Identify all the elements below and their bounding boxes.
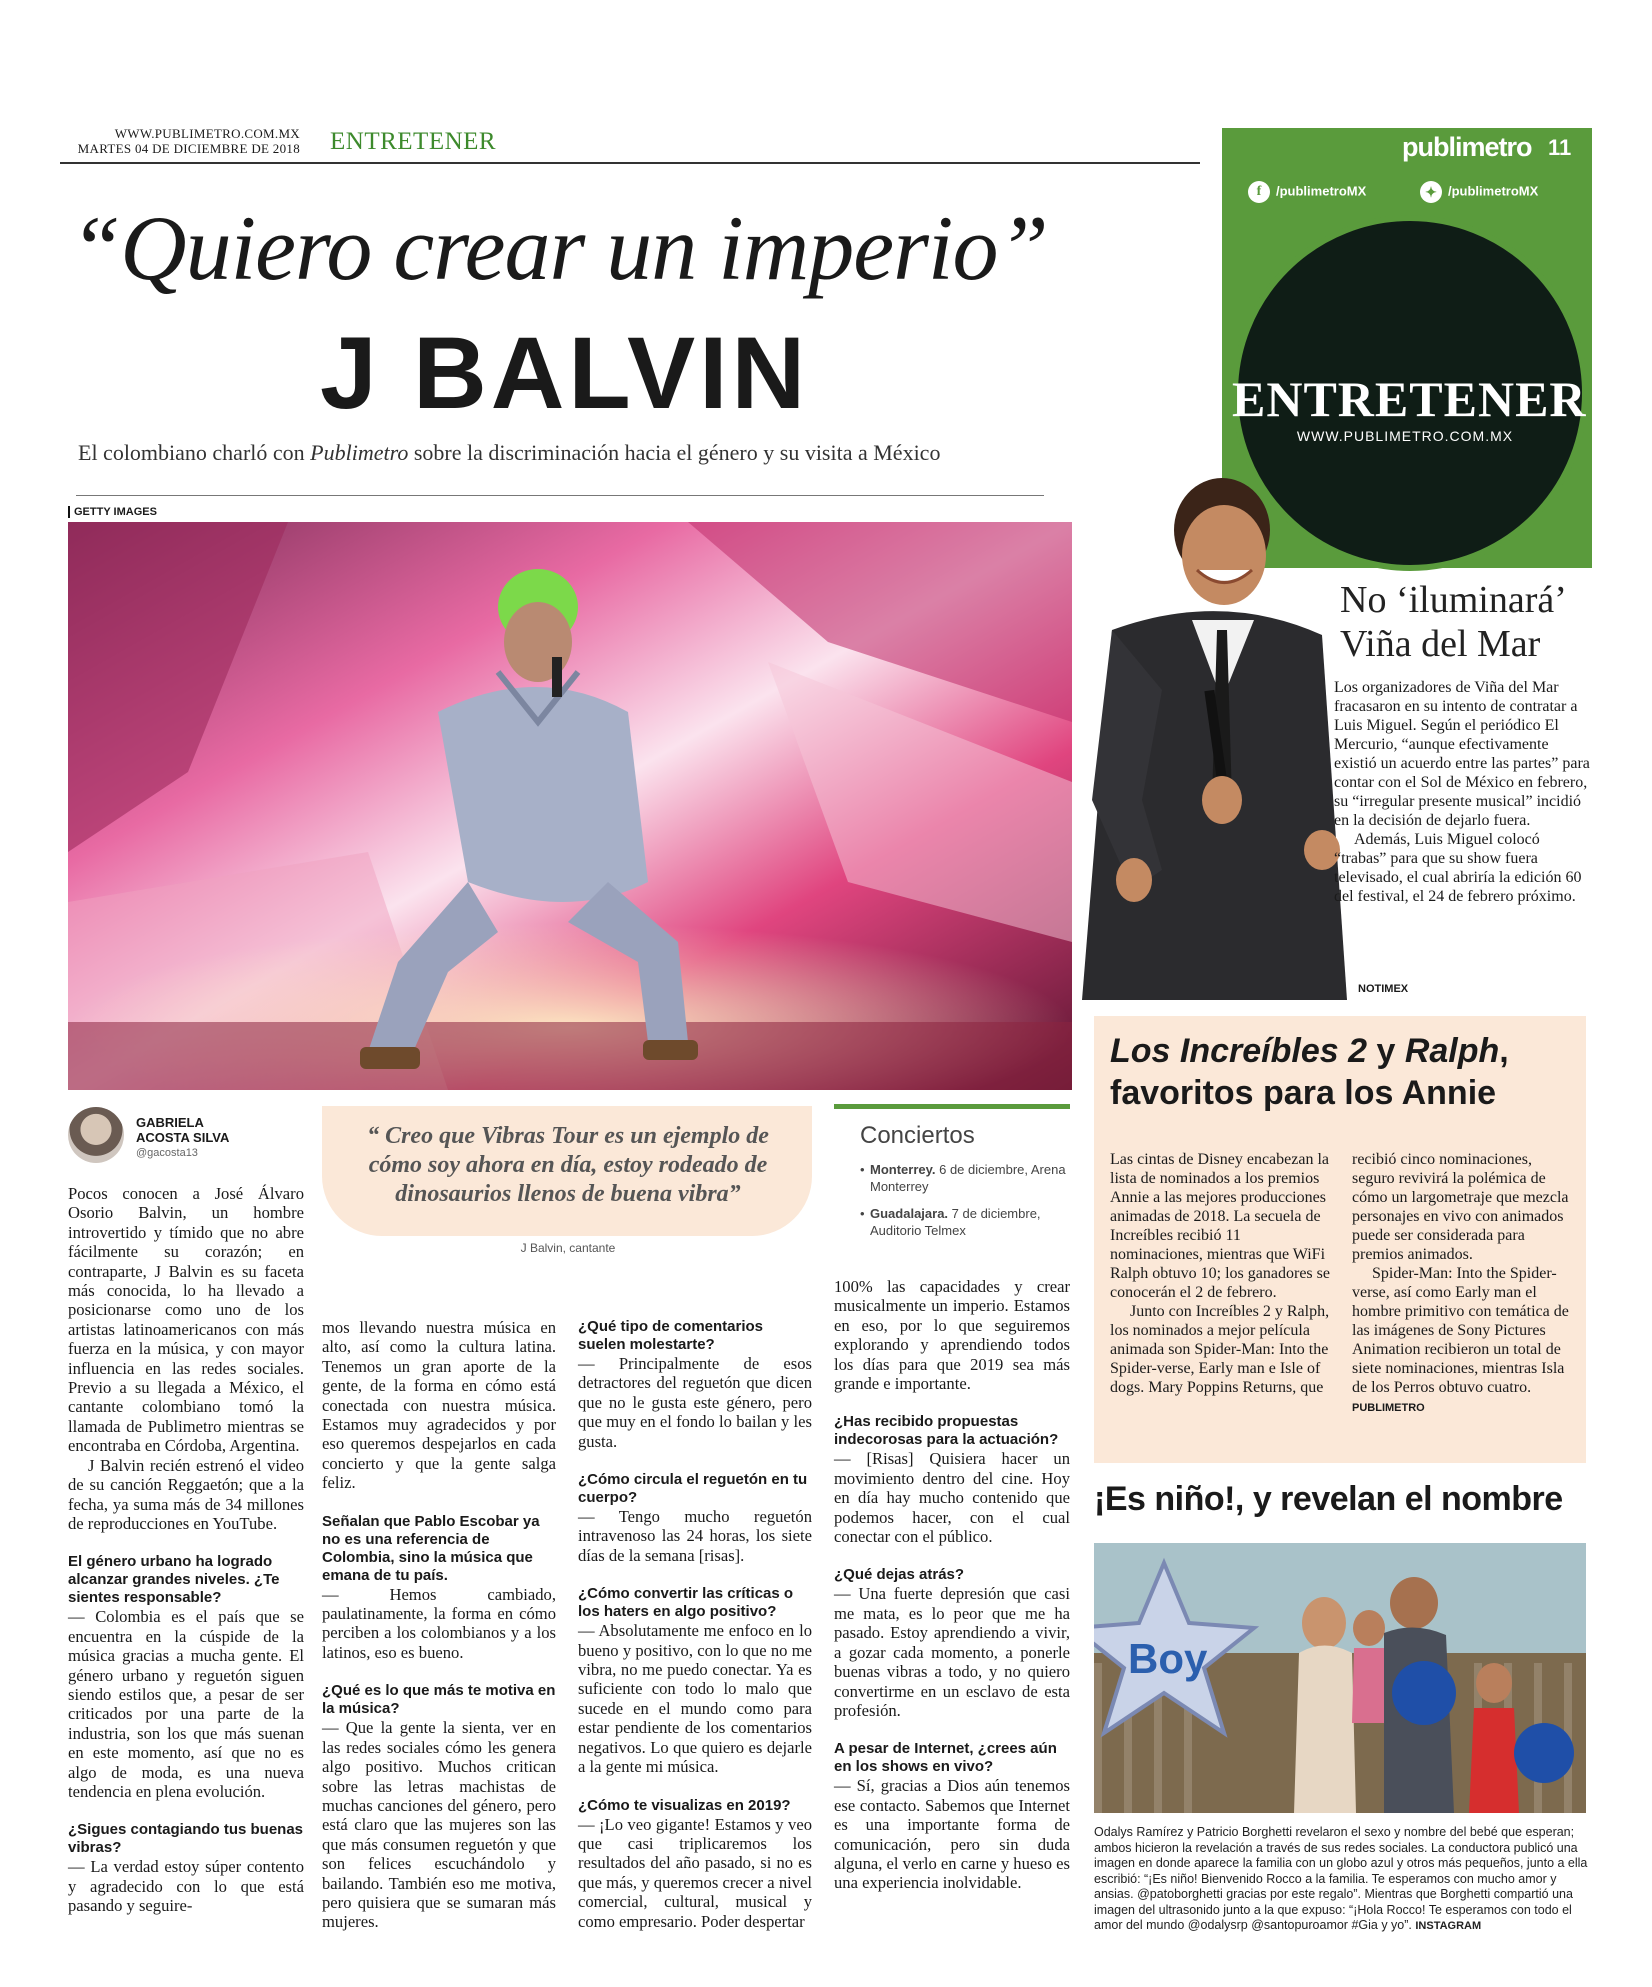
concert-details: 6 de diciembre, Arena Monterrey bbox=[870, 1162, 1066, 1194]
dek-post: sobre la discriminación hacia el género y su visita a México bbox=[408, 440, 941, 465]
author-handle: @gacosta13 bbox=[136, 1147, 198, 1159]
caption-credit: INSTAGRAM bbox=[1415, 1920, 1482, 1932]
twitter-link[interactable] bbox=[1420, 181, 1538, 203]
interview-answer: — ¡Lo veo gigante! Estamos y veo que casi triplicaremos los resultados del año pasado, si no es que más, y queremos crecer a nivel comercial, cultural, musical y como empresario. Poder despertar bbox=[578, 1814, 812, 1931]
author-last: ACOSTA SILVA bbox=[136, 1130, 230, 1145]
dek-rule bbox=[76, 495, 1044, 496]
interview-answer: — La verdad estoy súper contento y agradecido con lo que está pasando y seguire- bbox=[68, 1857, 304, 1916]
twitter-icon: ✦ bbox=[1420, 181, 1442, 203]
conciertos-title: Conciertos bbox=[860, 1122, 975, 1149]
interview-question: ¿Qué tipo de comentarios suelen molestarte? bbox=[578, 1318, 764, 1353]
annie-title-2: y bbox=[1367, 1032, 1405, 1070]
annie-paragraph: Las cintas de Disney encabezan la lista de nominados a los premios Annie a las mejores producciones animadas de 2018. La secuela de Increíbles recibió 11 nominaciones, mientras que WiFi Ralph obtuvo 10; los ganadores se conocerán el 2 de febrero. bbox=[1110, 1151, 1330, 1301]
annie-title-1: Los Increíbles 2 bbox=[1110, 1032, 1367, 1070]
luis-miguel-photo bbox=[1072, 470, 1362, 1000]
annie-paragraph: recibió cinco nominaciones, seguro revivirá la polémica de cómo un largometraje que mezcla personajes en vivo con animados puede ser considerada para premios animados. bbox=[1352, 1151, 1569, 1263]
annie-paragraph-end bbox=[1352, 1264, 1577, 1418]
conciertos-list bbox=[860, 1161, 1075, 1249]
lm-paragraph: Los organizadores de Viña del Mar fracasaron en su intento de contratar a Luis Miguel. Según el periódico El Mercurio, “aunque efectivamente existió un acuerdo entre las partes” para contar con el Sol de México en febrero, su “irregular presente musical” incidió en la decisión de dejarlo fuera. bbox=[1334, 679, 1590, 829]
section-url: WWW.PUBLIMETRO.COM.MX bbox=[1296, 428, 1514, 444]
page-number: 11 bbox=[1548, 135, 1572, 160]
interview-question: Señalan que Pablo Escobar ya no es una referencia de Colombia, sino la música que emana de tu país. bbox=[322, 1512, 540, 1584]
facebook-handle: /publimetroMX bbox=[1276, 183, 1367, 199]
article-column-4 bbox=[834, 1277, 1070, 1893]
annie-paragraph: Junto con Increíbles 2 y Ralph, los nominados a mejor película animada son Spider-Man: Into the Spider-verse, Early man e Isle of dogs. Mary Poppins Returns, que bbox=[1110, 1303, 1330, 1396]
body-paragraph: Pocos conocen a José Álvaro Osorio Balvin, un hombre introvertido y tímido que no abre fácilmente su corazón; en contraparte, J Balvin es su faceta más conocida, lo ha llevado a posicionarse como uno de los artistas latinoamericanos con más fuerza en la música, y con mayor influencia en las redes sociales. Previo a su llegada a México, el cantante colombiano tomó la llamada de Publimetro mientras se encontraba en Córdoba, Argentina. bbox=[68, 1184, 304, 1456]
concert-city: Guadalajara. bbox=[870, 1206, 949, 1221]
annie-credit: PUBLIMETRO bbox=[1352, 1402, 1425, 1414]
dek-em: Publimetro bbox=[310, 440, 409, 465]
annie-col-2 bbox=[1352, 1150, 1577, 1418]
interview-question: ¿Qué dejas atrás? bbox=[834, 1566, 965, 1584]
annie-title-3: Ralph bbox=[1404, 1032, 1500, 1070]
list-item bbox=[860, 1205, 1075, 1239]
interview-question: El género urbano ha logrado alcanzar grandes niveles. ¿Te sientes responsable? bbox=[68, 1553, 280, 1607]
annie-paragraph: Spider-Man: Into the Spider-verse, así como Early man el hombre primitivo con temática de las imágenes de Sony Pictures Animation recibieron un total de siete nominaciones, mientras Isla de los Perros obtuvo cuatro. bbox=[1352, 1265, 1569, 1396]
concert-details: 7 de diciembre, Auditorio Telmex bbox=[870, 1206, 1041, 1238]
interview-answer: — Principalmente de esos detractores del reguetón que dicen que no le gusta este género, pero que muy en el fondo lo bailan y les gusta. bbox=[578, 1354, 812, 1451]
concert-photo bbox=[68, 522, 1072, 1090]
interview-answer: — Que la gente la sienta, ver en las redes sociales cómo les genera algo positivo. Muchos critican sobre las letras machistas de muchas canciones del género, pero está claro que las mujeres son las que más consumen reguetón y que son felices escuchándolo y bailando. También eso me motiva, pero quisiera que se sumaran más mujeres. bbox=[322, 1718, 556, 1932]
interview-question: ¿Cómo te visualizas en 2019? bbox=[578, 1796, 791, 1814]
interview-question: A pesar de Internet, ¿crees aún en los shows en vivo? bbox=[834, 1740, 1057, 1776]
interview-answer: — Colombia es el país que se encuentra en la cúspide de la música gracias a mucha gente. El género urbano y reguetón siguen siendo estilos que, a pesar de ser criticados por una parte de la industria, son los que más suenan en este momento, así que no es algo de moda, es una nueva tendencia en plena evolución. bbox=[68, 1607, 304, 1801]
conciertos-bar bbox=[834, 1104, 1070, 1109]
interview-answer: — [Risas] Quisiera hacer un movimiento dentro del cine. Hoy en día hay mucho contenido que podemos hacer, con el cual conectar con el público. bbox=[834, 1449, 1070, 1547]
family-caption bbox=[1094, 1825, 1588, 1935]
annie-col-1 bbox=[1110, 1150, 1335, 1397]
luis-miguel-body bbox=[1334, 678, 1590, 906]
pull-quote-attribution: J Balvin, cantante bbox=[520, 1241, 616, 1255]
issue-date: MARTES 04 DE DICIEMBRE DE 2018 bbox=[77, 141, 300, 156]
site-url: WWW.PUBLIMETRO.COM.MX bbox=[114, 126, 300, 141]
balloon-text: Boy bbox=[1128, 1635, 1208, 1682]
interview-answer: — Absolutamente me enfoco en lo bueno y positivo, con lo que no me vibra, no me puedo conectar. Ya es suficiente con todo lo malo que sucede en el mundo como para estar pendiente de los comentarios negativos. Lo que quiero es dejarle a la gente mi música. bbox=[578, 1621, 812, 1777]
family-photo bbox=[1094, 1543, 1586, 1813]
annie-title-4: , favoritos para los Annie bbox=[1110, 1032, 1509, 1112]
interview-answer: — Una fuerte depresión que casi me mata, es lo peor que me ha pasado. Estoy aprendiendo a vivir, a gozar cada momento, a ponerle buenas vibras a todo, y no quiero convertirme en un esclavo de esta profesión. bbox=[834, 1584, 1070, 1720]
section-title-big: ENTRETENER bbox=[1232, 371, 1587, 427]
concert-city: Monterrey. bbox=[870, 1162, 936, 1177]
dek-pre: El colombiano charló con bbox=[78, 440, 311, 465]
lm-credit: NOTIMEX bbox=[1358, 983, 1409, 995]
interview-question: ¿Sigues contagiando tus buenas vibras? bbox=[68, 1821, 304, 1857]
interview-answer: — Sí, gracias a Dios aún tenemos ese contacto. Sabemos que Internet es una importante forma de comunicación, pero sin duda alguna, el verlo en carne y hueso es una experiencia inolvidable. bbox=[834, 1776, 1070, 1893]
interview-answer: — Hemos cambiado, paulatinamente, la forma en cómo perciben a los colombianos y a los latinos, eso es bueno. bbox=[322, 1584, 556, 1662]
section-label: ENTRETENER bbox=[330, 128, 497, 155]
facebook-icon: f bbox=[1248, 181, 1270, 203]
facebook-link[interactable] bbox=[1248, 181, 1366, 203]
list-item bbox=[860, 1161, 1075, 1195]
publimetro-logo: publimetro bbox=[1402, 132, 1532, 162]
article-dek bbox=[78, 440, 1078, 466]
interview-answer: — Tengo mucho reguetón intravenoso las 24 horas, los siete días de la semana [risas]. bbox=[578, 1507, 812, 1565]
body-paragraph: J Balvin recién estrenó el video de su canción Reggaetón; que a la fecha, ya suma más de 34 millones de reproducciones en YouTube. bbox=[68, 1455, 304, 1533]
headline-quote: “Quiero crear un imperio” bbox=[70, 197, 1048, 299]
article-column-3 bbox=[578, 1318, 812, 1931]
nino-headline: ¡Es niño!, y revelan el nombre bbox=[1094, 1480, 1563, 1518]
lm-paragraph: Además, Luis Miguel colocó “trabas” para que su show fuera televisado, el cual abriría la edición 60 del festival, el 24 de febrero próximo. bbox=[1334, 831, 1582, 905]
author-first: GABRIELA bbox=[136, 1115, 204, 1130]
headline-name: J BALVIN bbox=[320, 316, 810, 430]
pull-quote: “ Creo que Vibras Tour es un ejemplo de cómo soy ahora en día, estoy rodeado de dinosaurios llenos de buena vibra” bbox=[367, 1123, 769, 1207]
header-rule bbox=[60, 162, 1200, 164]
luis-miguel-headline: No ‘iluminará’ Viña del Mar bbox=[1340, 579, 1565, 665]
interview-question: ¿Has recibido propuestas indecorosas para la actuación? bbox=[834, 1413, 1059, 1449]
twitter-handle: /publimetroMX bbox=[1448, 183, 1539, 199]
body-paragraph: 100% las capacidades y crear musicalmente un imperio. Estamos en eso, por lo que seguiremos explorando y aprendiendo todos los días para que 2019 sea más grande e importante. bbox=[834, 1277, 1070, 1394]
caption-text: Odalys Ramírez y Patricio Borghetti revelaron el sexo y nombre del bebé que esperan; ambos hicieron la revelación a través de sus redes sociales. La conductora publicó una imagen en donde aparece la familia con un globo azul y otros más pequeños, junto a ella escribió: “¡Es niño! Bienvenido Rocco a la familia. Te esperamos con mucho amor y ansias. @patoborghetti gracias por este regalo”. Mientras que Borghetti compartió una imagen del ultrasonido junto a la que expuso: “¡Hola Rocco! Te esperamos con todo el amor del mundo @odalysrp @santopuroamor #Gia y yo”. bbox=[1094, 1825, 1588, 1932]
photo-credit: GETTY IMAGES bbox=[68, 506, 157, 518]
interview-question: ¿Cómo circula el reguetón en tu cuerpo? bbox=[578, 1471, 808, 1507]
article-column-2 bbox=[322, 1318, 556, 1932]
interview-question: ¿Cómo convertir las críticas o los haters en algo positivo? bbox=[578, 1585, 794, 1621]
article-column-1 bbox=[68, 1184, 304, 1916]
annie-headline bbox=[1110, 1030, 1580, 1114]
interview-question: ¿Qué es lo que más te motiva en la música? bbox=[322, 1682, 556, 1718]
author-name bbox=[136, 1115, 229, 1145]
author-avatar bbox=[68, 1107, 124, 1163]
body-paragraph: mos llevando nuestra música en alto, así como la cultura latina. Tenemos un gran aporte de la gente, de la forma en cómo está conectada con nuestra música. Estamos muy agradecidos y por eso queremos despejarlos en cada concierto y que la gente salga feliz. bbox=[322, 1318, 556, 1493]
masthead-date bbox=[60, 126, 300, 156]
